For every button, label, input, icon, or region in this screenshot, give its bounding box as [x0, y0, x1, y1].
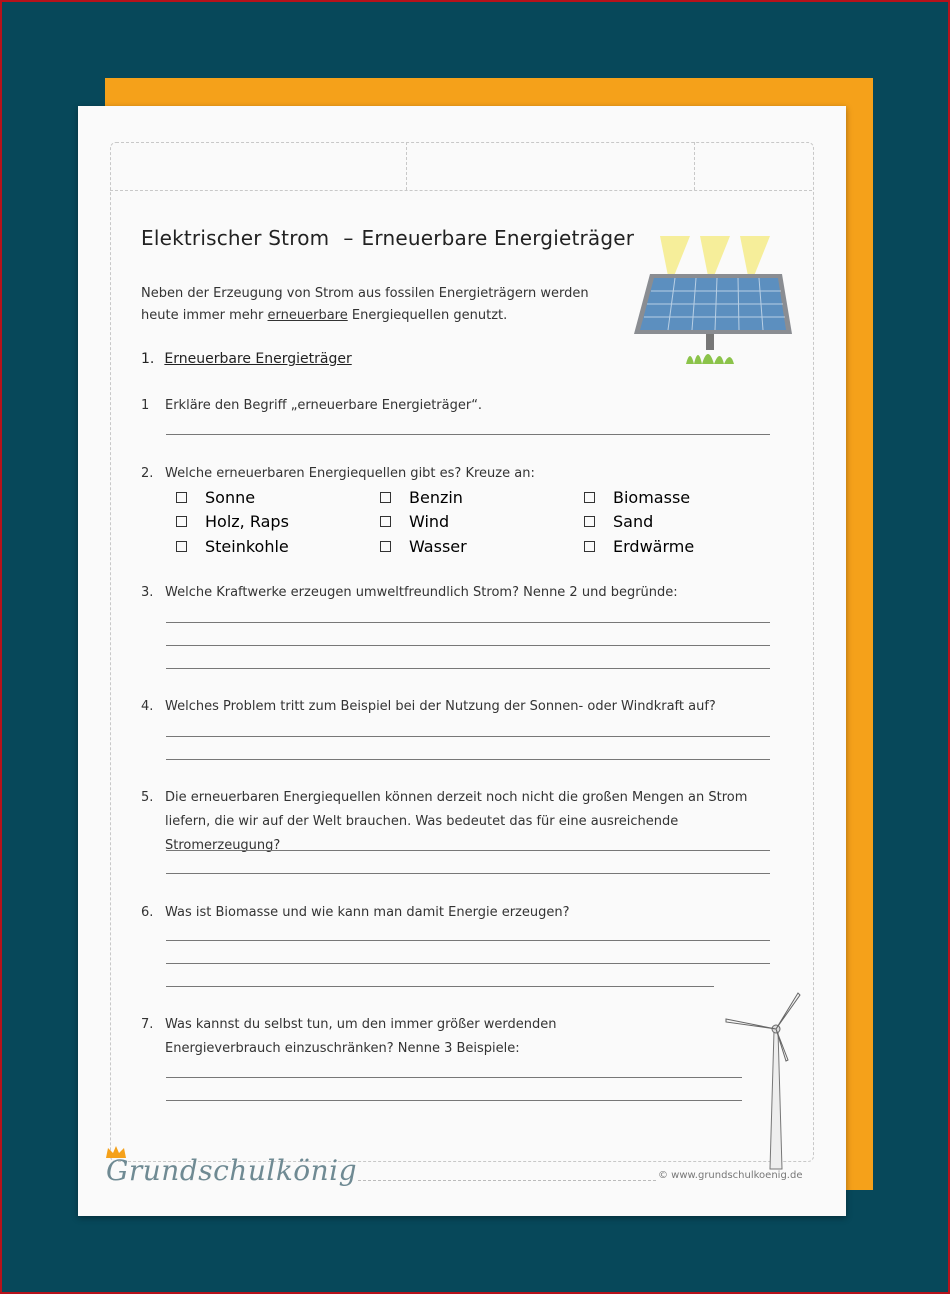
answer-line[interactable] [166, 736, 770, 737]
question-6 [141, 901, 570, 925]
title-left: Elektrischer Strom [141, 226, 330, 250]
question-5 [141, 786, 770, 858]
checkbox-box[interactable] [380, 541, 391, 552]
header-band [110, 142, 812, 191]
question-number: 3. [141, 585, 154, 600]
footer-divider [358, 1180, 656, 1181]
checkbox-holz-raps[interactable] [176, 512, 289, 531]
answer-line[interactable] [166, 940, 770, 941]
intro-part1: Neben der Erzeugung von Strom aus fossilen Energieträgern werden heute immer mehr [141, 286, 589, 323]
section-title: Erneuerbare Energieträger [164, 351, 352, 367]
question-text: Welche Kraftwerke erzeugen umweltfreundlich Strom? Nenne 2 und begründe: [165, 585, 678, 600]
question-number: 4. [141, 699, 154, 714]
checkbox-sand[interactable] [584, 512, 653, 531]
question-text: Was ist Biomasse und wie kann man damit Energie erzeugen? [165, 905, 570, 920]
answer-line[interactable] [166, 1077, 742, 1078]
checkbox-box[interactable] [584, 492, 595, 503]
checkbox-box[interactable] [176, 516, 187, 527]
question-7 [141, 1013, 675, 1061]
question-text: Welche erneuerbaren Energiequellen gibt es? Kreuze an: [165, 466, 535, 481]
checkbox-label: Biomasse [613, 488, 691, 507]
checkbox-box[interactable] [380, 492, 391, 503]
checkbox-label: Steinkohle [205, 537, 289, 556]
answer-line[interactable] [166, 668, 770, 669]
checkbox-label: Sonne [205, 488, 256, 507]
question-text: Was kannst du selbst tun, um den immer größer werdenden Energieverbrauch einzuschränken? Nenne 3 Beispiele: [165, 1017, 557, 1056]
wind-turbine-icon [724, 991, 804, 1171]
copyright-text: © www.grundschulkoenig.de [658, 1170, 803, 1181]
checkbox-sonne[interactable] [176, 488, 255, 507]
question-3 [141, 581, 678, 605]
section-heading [141, 351, 352, 367]
question-text: Erkläre den Begriff „erneuerbare Energieträger“. [165, 398, 483, 413]
checkbox-biomasse[interactable] [584, 488, 690, 507]
title-right: Erneuerbare Energieträger [361, 226, 635, 250]
question-text: Die erneuerbaren Energiequellen können derzeit noch nicht die großen Mengen an Strom liefern, die wir auf der Welt brauchen. Was bedeutet das für eine ausreichende Stromerzeugung? [165, 790, 748, 853]
question-number: 7. [141, 1017, 154, 1032]
section-number: 1. [141, 351, 155, 367]
question-number: 1 [141, 398, 150, 413]
answer-line[interactable] [166, 434, 770, 435]
question-number: 2. [141, 466, 154, 481]
intro-text [141, 283, 611, 327]
answer-line[interactable] [166, 645, 770, 646]
checkbox-box[interactable] [176, 492, 187, 503]
header-cell-name [110, 142, 407, 190]
checkbox-label: Holz, Raps [205, 512, 289, 531]
checkbox-box[interactable] [584, 541, 595, 552]
answer-line[interactable] [166, 622, 770, 623]
question-text: Welches Problem tritt zum Beispiel bei der Nutzung der Sonnen- oder Windkraft auf? [165, 699, 716, 714]
answer-line[interactable] [166, 850, 770, 851]
intro-underlined: erneuerbare [267, 308, 348, 323]
answer-line[interactable] [166, 759, 770, 760]
checkbox-wasser[interactable] [380, 537, 467, 556]
checkbox-wind[interactable] [380, 512, 449, 531]
checkbox-label: Sand [613, 512, 654, 531]
checkbox-box[interactable] [176, 541, 187, 552]
checkbox-box[interactable] [584, 516, 595, 527]
checkbox-box[interactable] [380, 516, 391, 527]
answer-line[interactable] [166, 986, 714, 987]
page-title [141, 226, 634, 250]
question-number: 5. [141, 790, 154, 805]
question-1 [141, 394, 482, 418]
solar-panel-icon [630, 236, 792, 366]
checkbox-erdwaerme[interactable] [584, 537, 694, 556]
checkbox-benzin[interactable] [380, 488, 463, 507]
title-dash: – [343, 226, 354, 250]
answer-line[interactable] [166, 963, 770, 964]
checkbox-steinkohle[interactable] [176, 537, 289, 556]
question-number: 6. [141, 905, 154, 920]
checkbox-label: Wind [409, 512, 450, 531]
checkbox-label: Erdwärme [613, 537, 695, 556]
answer-line[interactable] [166, 1100, 742, 1101]
intro-part2: Energiequellen genutzt. [351, 308, 508, 323]
brand-logo: Grundschulkönig [106, 1154, 358, 1187]
worksheet-page [78, 106, 846, 1216]
question-2 [141, 462, 535, 486]
header-cell-class [406, 142, 695, 190]
checkbox-label: Benzin [409, 488, 463, 507]
answer-line[interactable] [166, 873, 770, 874]
checkbox-label: Wasser [409, 537, 467, 556]
question-4 [141, 695, 716, 719]
